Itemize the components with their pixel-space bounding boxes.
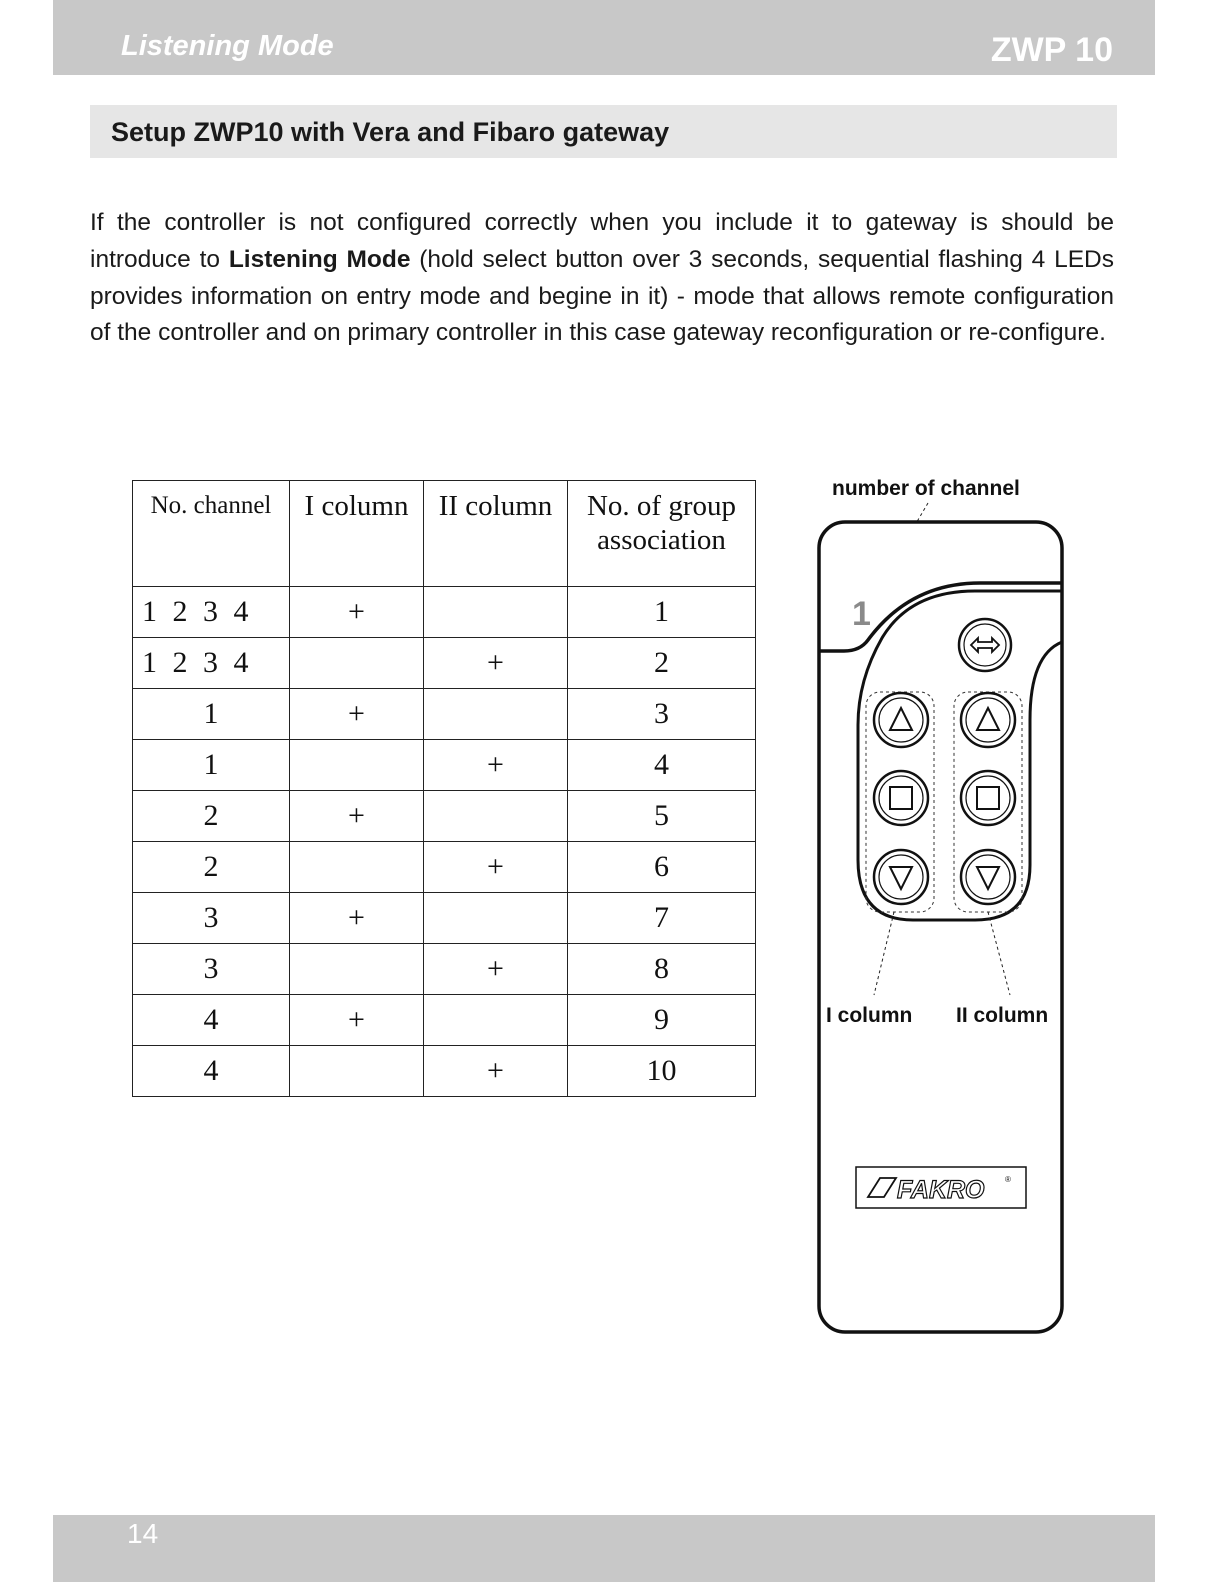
column-2-down-button[interactable]: [961, 850, 1015, 904]
header-cell: I column: [290, 481, 424, 587]
channel-number-indicator: 1: [852, 595, 871, 633]
brand-name: FAKRO: [897, 1176, 985, 1204]
channel-cell: 4: [133, 995, 290, 1046]
col2-cell: [424, 791, 568, 842]
col1-cell: +: [290, 689, 424, 740]
table-row: [133, 1046, 756, 1097]
label-number-of-channel: number of channel: [832, 477, 1020, 500]
col2-cell: +: [424, 944, 568, 995]
table-row: [133, 740, 756, 791]
remote-control-diagram: [800, 470, 1100, 1350]
table-row: [133, 842, 756, 893]
col2-cell: [424, 689, 568, 740]
col1-cell: +: [290, 587, 424, 638]
channel-cell: 1 2 3 4: [133, 638, 290, 689]
fakro-logo: [856, 1167, 1026, 1208]
col2-cell: [424, 893, 568, 944]
intro-paragraph: [90, 205, 1114, 352]
section-title: Setup ZWP10 with Vera and Fibaro gateway: [111, 117, 670, 147]
footer-bar: [53, 1515, 1155, 1582]
col1-cell: +: [290, 893, 424, 944]
group-cell: 4: [568, 740, 756, 791]
col1-cell: +: [290, 995, 424, 1046]
table-row: [133, 995, 756, 1046]
channel-cell: 4: [133, 1046, 290, 1097]
channel-cell: 2: [133, 791, 290, 842]
col1-cell: +: [290, 791, 424, 842]
header-cell: No. of group association: [568, 481, 756, 587]
group-cell: 10: [568, 1046, 756, 1097]
column-1-down-button[interactable]: [874, 850, 928, 904]
group-cell: 7: [568, 893, 756, 944]
col1-cell: [290, 1046, 424, 1097]
col1-cell: [290, 638, 424, 689]
group-cell: 5: [568, 791, 756, 842]
table-header-row: [133, 481, 756, 587]
col2-cell: +: [424, 740, 568, 791]
column-2-up-button[interactable]: [961, 693, 1015, 747]
col1-cell: [290, 944, 424, 995]
header-section-title: Listening Mode: [121, 30, 334, 62]
table-row: [133, 689, 756, 740]
group-cell: 9: [568, 995, 756, 1046]
header-cell: No. channel: [133, 481, 290, 587]
channel-cell: 2: [133, 842, 290, 893]
column-1-stop-button[interactable]: [874, 771, 928, 825]
table-row: [133, 587, 756, 638]
header-cell: II column: [424, 481, 568, 587]
channel-cell: 1: [133, 740, 290, 791]
group-cell: 6: [568, 842, 756, 893]
column-1-up-button[interactable]: [874, 693, 928, 747]
remote-body: [819, 522, 1062, 1332]
header-model: ZWP 10: [990, 31, 1113, 69]
registered-mark: ®: [1005, 1175, 1011, 1184]
col2-cell: +: [424, 1046, 568, 1097]
table-row: [133, 791, 756, 842]
col1-cell: [290, 842, 424, 893]
label-column-1: I column: [826, 1004, 913, 1027]
table-row: [133, 638, 756, 689]
group-cell: 3: [568, 689, 756, 740]
table-row: [133, 893, 756, 944]
group-cell: 1: [568, 587, 756, 638]
col2-cell: +: [424, 842, 568, 893]
section-heading-bar: [90, 105, 1117, 158]
intro-bold-term: Listening Mode: [228, 245, 411, 273]
group-cell: 2: [568, 638, 756, 689]
intro-text-2: (hold select button over 3 seconds, sequential flashing 4 LEDs provides information on entry mode and begine in it) - mode that allows remote configuration of the controller and on primary controller in this case gateway reconfiguration or re-configure.: [90, 245, 1114, 347]
header-bar: [53, 0, 1155, 75]
channel-cell: 3: [133, 944, 290, 995]
table-row: [133, 944, 756, 995]
col2-cell: [424, 995, 568, 1046]
select-button[interactable]: [959, 619, 1011, 671]
association-table: [132, 480, 756, 1097]
column-2-stop-button[interactable]: [961, 771, 1015, 825]
intro-text-1: If the controller is not configured correctly when you include it to gateway is should be introduce to: [90, 209, 1114, 273]
col2-cell: +: [424, 638, 568, 689]
group-cell: 8: [568, 944, 756, 995]
channel-cell: 1: [133, 689, 290, 740]
page-number: 14: [127, 1518, 159, 1549]
channel-cell: 3: [133, 893, 290, 944]
label-column-2: II column: [956, 1004, 1049, 1027]
col1-cell: [290, 740, 424, 791]
channel-cell: 1 2 3 4: [133, 587, 290, 638]
col2-cell: [424, 587, 568, 638]
